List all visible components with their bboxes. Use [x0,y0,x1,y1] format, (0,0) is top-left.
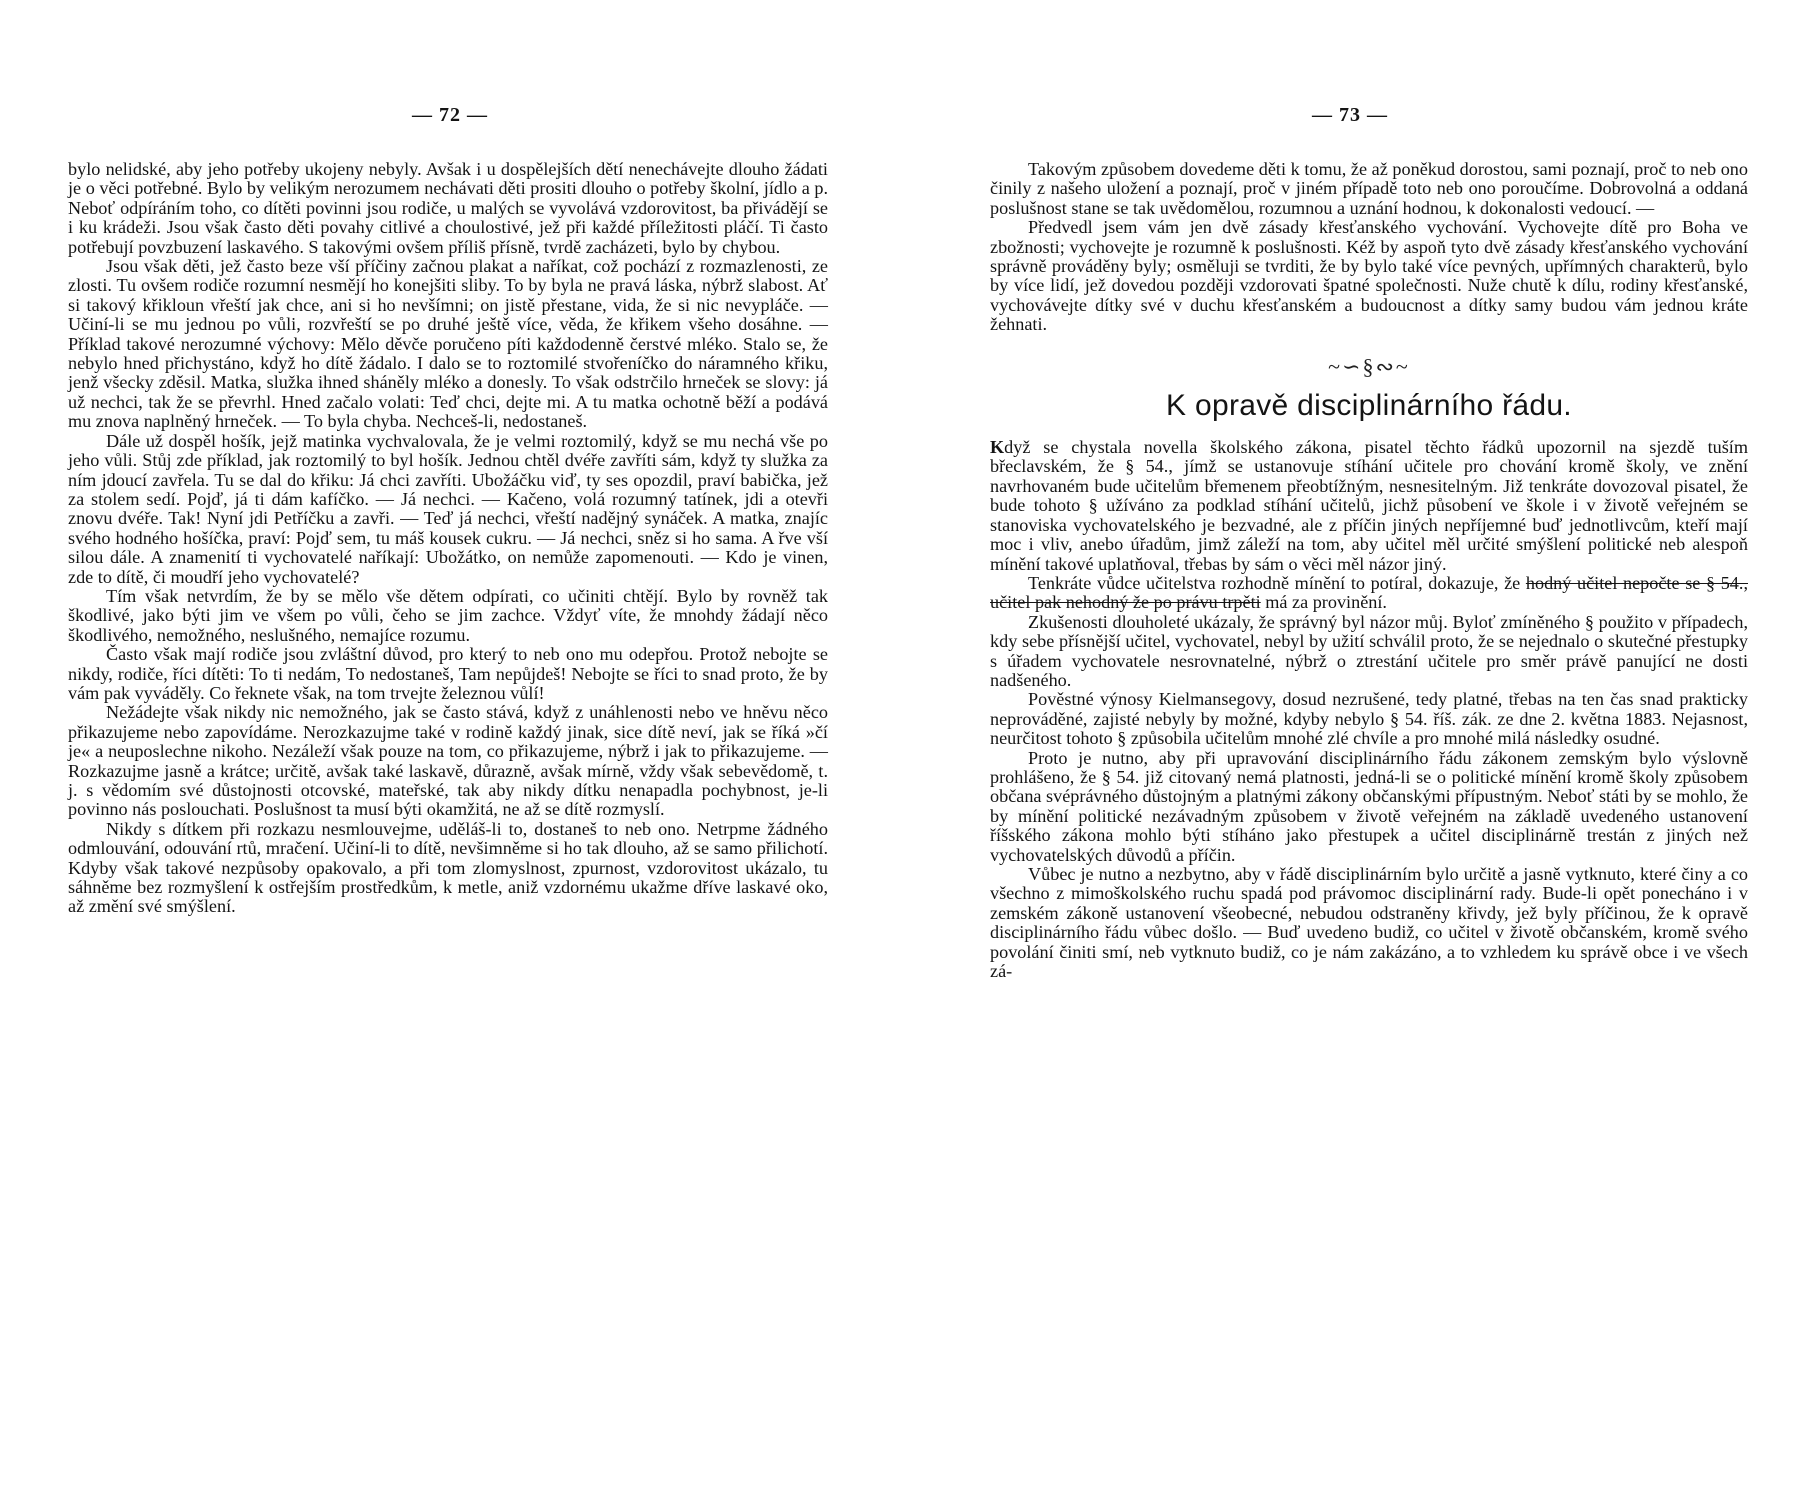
article-title: K opravě disciplinárního řádu. [1166,389,1572,423]
right-page [900,0,1800,1500]
article-first-paragraph [990,438,1748,574]
paragraph-text: dyž se chystala novella školského zákona, pisatel těchto řádků upozornil na sjezdě tuším břeclavském, že § 54., jímž se ustanovuje stíhání učitele pro chování kromě školy, ve znění navrhovaném bude učitelům břemenem přeobtížným, nesnesitelným. Již tenkráte dovozoval pisatel, že bude tohoto § užíváno za podklad stíhání učitelů, jichž působení ve škole i v životě veřejném se stanoviska vychovatelského je bezvadné, ale z příčin jiných nepříjemné buď jednotlivcům, kteří mají moc i vliv, anebo úřadům, jimž záleží na tom, aby učitel měl určité smýšlení politické neb alespoň mínění takové uplatňoval, třebas by sám o věci měl názor jiný. [990,437,1748,574]
paragraph: Tím však netvrdím, že by se mělo vše dětem odpírati, co učiniti chtějí. Bylo by rovněž tak škodlivé, jako býti jim ve všem po vůli, čeho se jim zachce. Vždyť víte, že mnohdy žádají něco škodlivého, nemožného, neslušného, nemajíce rozumu. [68,585,828,645]
paragraph: bylo nelidské, aby jeho potřeby ukojeny nebyly. Avšak i u dospělejších dětí nenechávejte dlouho žádati je o věci potřebné. Bylo by velikým nerozumem nechávati děti prositi dlouho o potřeby školní, jídlo a p. Neboť odpíráním toho, co dítěti povinni jsou rodiče, u malých se vyvolává vzdorovitost, ba přivádějí se i ku krádeži. Jsou však často děti povahy citlivé a choulostivé, jež při každé příležitosti pláčí. Ti často potřebují povzbuzení laskavého. S takovými ovšem příliš přísně, tvrdě zacházeti, bylo by chybou. [68,159,828,257]
right-text-column [990,160,1748,981]
paragraph: Vůbec je nutno a nezbytno, aby v řádě disciplinárním bylo určitě a jasně vytknuto, které činy a co všechno z mimoškolského ruchu spadá pod právomoc disciplinární rady. Bude-li opět ponecháno i v zemském zákoně ustanovení všeobecné, nebudou odstraněny křivdy, jež byly příčinou, že k opravě disciplinárního řádu vůbec došlo. — Buď uvedeno budiž, co učitel v životě občanském, kromě svého povolání činiti smí, neb vytknuto budiž, co je nám zakázáno, a to vzhledem ku správě obce i ve všech zá- [990,864,1748,982]
page-number-left: — 72 — [412,104,488,126]
paragraph-with-strikethrough [990,574,1748,613]
paragraph: Dále už dospěl hošík, jejž matinka vychvalovala, že je velmi roztomilý, když se mu nechá vše po jeho vůli. Stůj zde příklad, jak roztomilý to byl hošík. Jednou chtěl dvéře zavříti sám, když ty služka za ním jdoucí zavřela. Tu se dal do křiku: Já chci zavříti. Ubožáčku viď, ty ses opozdil, praví babička, jež za stolem sedí. Pojď, já ti dám kafíčko. — Já nechci. — Kačeno, volá rozumný tatínek, jdi a otevři znovu dvéře. Tak! Nyní jdi Petříčku a zavři. — Teď já nechci, vřeští nadějný synáček. A matka, znajíc svého hodného hošíčka, praví: Pojď sem, tu máš kousek cukru. — Já nechci, sněz si ho sama. A řve vší silou dále. A znamenití ti vychovatelé naříkají: Ubožátko, on nemůže zapomenouti. — Kdo je vinen, zde to dítě, či moudří jeho vychovatelé? [68,430,828,587]
paragraph: Jsou však děti, jež často beze vší příčiny začnou plakat a naříkat, což pochází z rozmazlenosti, ze zlosti. Tu ovšem rodiče rozumní nesmějí ho konejšiti sliby. To by byla ne pravá láska, nýbrž slabost. Ať si takový křikloun vřeští jak chce, ani si ho nevšímni; on jistě přestane, vida, že si nic nevypláče. — Učiní-li se mu jednou po vůli, rozvřeští se po druhé ještě více, věda, že křikem všeho dosáhne. — Příklad takové nerozumné výchovy: Mělo děvče poručeno píti každodenně čerstvé mléko. Stalo se, že nebylo hned přichystáno, když ho dítě žádalo. I dalo se to roztomilé stvořeníčko do náramného křiku, jenž všecky zděsil. Matka, služka ihned sháněly mléko a donesly. To však odstrčilo hrneček se slovy: já už nechci, tak že se převrhl. Hned začalo volati: Teď chci, dejte mi. A tu matka ochotně běží a podává mu znova naplněný hrneček. — To byla chyba. Nechceš-li, nedostaneš. [68,256,828,432]
paragraph: Nikdy s dítkem při rozkazu nesmlouvejme, uděláš-li to, dostaneš to neb ono. Netrpme žádného odmlouvání, odouvání rtů, mračení. Učiní-li to dítě, nevšimněme si ho tak dlouho, až se samo přilichotí. Kdyby však takové nezpůsoby opakovalo, a při tom zlomyslnost, zpurnost, vzdorovitost ukázalo, tu sáhněme bez rozmyšlení k ostřejším prostředkům, k metle, aniž vzdornému ukažme dříve laskavé oko, až změní své smýšlení. [68,818,828,917]
paragraph: Zkušenosti dlouholeté ukázaly, že správný byl názor můj. Byloť zmíněného § použito v případech, kdy sebe přísnější učitel, vychovatel, nebyl by užití schválil proto, že se nejednalo o skutečné přestupky s úřadem vychovatele nesrovnatelné, nýbrž o ztrestání učitele pro směr právě panující ne dosti nadšeného. [990,611,1748,690]
paragraph: Často však mají rodiče jsou zvláštní důvod, pro který to neb ono mu odepřou. Protož nebojte se nikdy, rodiče, říci dítěti: To ti nedám, To nedostaneš, Tam nepůjdeš! Nebojte se říci to snad proto, že by vám pak vyváděly. Co řeknete však, na tom trvejte železnou vůlí! [68,644,828,703]
left-text-column [68,160,828,917]
paragraph-text: Tenkráte vůdce učitelstva rozhodně mínění to potíral, dokazuje, že [1028,572,1526,593]
paragraph: Nežádejte však nikdy nic nemožného, jak se často stává, když z unáhlenosti nebo ve hněvu něco přikazujeme nebo zapovídáme. Nerozkazujme také v rodině každý jinak, sice dítě neví, jak se říká »čí je« a neuposlechne nikoho. Nezáleží však pouze na tom, co přikazujeme, nýbrž i jak to přikazujeme. — Rozkazujme jasně a krátce; určitě, avšak také laskavě, důrazně, avšak mírně, vždy však sebevědomě, t. j. s vědomím své důstojnosti otcovské, mateřské, tak aby nikdy dítku nenapadla pochybnost, je-li povinno nás poslouchati. Poslušnost ta musí býti okamžitá, ne až se dítě rozmyslí. [68,702,828,820]
struck-text: hodný učitel nepočte se § 54., učitel pak nehodný že po právu trpěti [990,572,1748,613]
paragraph-text: má za provinění. [1260,592,1387,613]
paragraph: Takovým způsobem dovedeme děti k tomu, že až poněkud dorostou, sami poznají, proč to neb ono činily z našeho uložení a poznají, proč v jiném případě toto neb ono poroučíme. Dobrovolná a oddaná poslušnost stane se tak uvědomělou, rozumnou a uznání hodnou, k dokonalosti vedoucí. — [990,159,1748,218]
page-number-right: — 73 — [1312,104,1388,126]
paragraph: Pověstné výnosy Kielmansegovy, dosud nezrušené, tedy platné, třebas na ten čas snad prakticky neprováděné, zajisté nebyly by možné, kdyby nebylo § 54. říš. zák. ze dne 2. května 1883. Nejasnost, neurčitost tohoto § způsobila učitelům mnohé zlé chvíle a pro mnohé milá následky osudné. [990,689,1748,749]
ornament-divider: ~∽§∾~ [1328,353,1410,379]
paragraph: Proto je nutno, aby při upravování disciplinárního řádu zákonem zemským bylo výslovně prohlášeno, že § 54. již citovaný nemá platnosti, jedná-li se o politické mínění kromě školy způsobem občana svéprávného důstojným a platnými zákony občanskými přípustným. Neboť státi by se mohlo, že by mínění politické nezávadným způsobem v životě veřejném na základě uvedeného ustanovení říšského zákona mohlo býti stíháno jako přestupek a učitel disciplinárně trestán z jiných než vychovatelských důvodů a příčin. [990,747,1748,865]
paragraph: Předvedl jsem vám jen dvě zásady křesťanského vychování. Vychovejte dítě pro Boha ve zbožnosti; vychovejte je rozumně k poslušnosti. Kéž by aspoň tyto dvě zásady křesťanského vychování správně prováděny byly; osměluji se tvrditi, že by bylo také více pevných, upřímných charakterů, bylo by více lidí, jež dovedou později vzdorovati špatné společnosti. Nuže chutě k dílu, rodiny křesťanské, vychovávejte dítky své v duchu křesťanském a budoucnost a dítky samy budou vám jednou kráte žehnati. [990,217,1748,335]
drop-initial: K [990,437,1005,458]
